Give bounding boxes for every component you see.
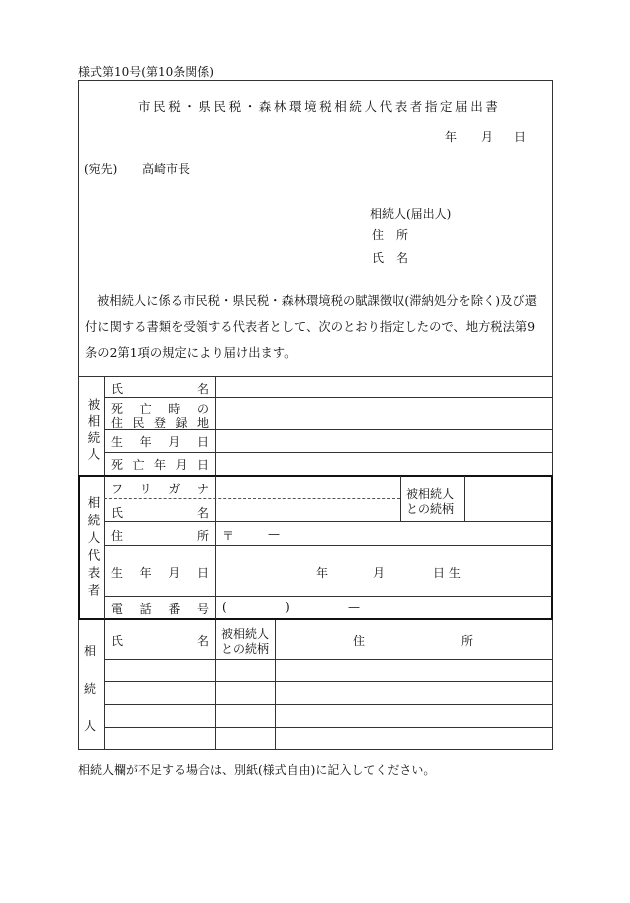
deceased-section-label: 被相続人 bbox=[86, 398, 101, 464]
representative-relation-label-2: との続柄 bbox=[406, 502, 455, 516]
filer-name-label: 氏 名 bbox=[372, 251, 409, 265]
declaration-text: 被相続人に係る市民税・県民税・森林環境税の賦課徴収(滞納処分を除く)及び還付に関する書類を受領する代表者として、次のとおり指定したので、地方税法第9条の2第1項の規定により届け出ます。 bbox=[85, 294, 537, 360]
postal-dash: — bbox=[268, 527, 280, 541]
addressee-label: (宛先) bbox=[84, 162, 118, 176]
footnote: 相続人欄が不足する場合は、別紙(様式自由)に記入してください。 bbox=[78, 763, 436, 777]
phone-close-paren: ) bbox=[285, 600, 290, 614]
heirs-address-label-2: 所 bbox=[461, 634, 474, 648]
date-day: 日 bbox=[514, 130, 527, 144]
date-year: 年 bbox=[445, 130, 458, 144]
filer-label: 相続人(届出人) bbox=[370, 207, 452, 221]
heirs-name-label: 氏 名 bbox=[111, 634, 209, 648]
form-title: 市民税・県民税・森林環境税相続人代表者指定届出書 bbox=[138, 99, 501, 114]
furigana-label: フ リ ガ ナ bbox=[111, 482, 209, 496]
representative-birth-day: 日 生 bbox=[433, 566, 461, 580]
heirs-relation-label: 被相続人 bbox=[221, 627, 270, 641]
phone-open-paren: ( bbox=[222, 600, 227, 614]
heirs-address-label-1: 住 bbox=[353, 634, 366, 648]
representative-address-label: 住 所 bbox=[111, 529, 209, 543]
heirs-section-label-3: 人 bbox=[84, 719, 97, 733]
postal-mark: 〒 bbox=[222, 529, 235, 543]
representative-name-label: 氏 名 bbox=[111, 506, 209, 520]
representative-birth-year: 年 bbox=[316, 566, 329, 580]
phone-label: 電 話 番 号 bbox=[111, 602, 209, 616]
heirs-section-label-2: 続 bbox=[84, 682, 97, 696]
deceased-domicile-label: 死 亡 時 の bbox=[111, 402, 209, 416]
deceased-domicile-label-2: 住 民 登 録 地 bbox=[111, 416, 209, 430]
representative-birth-label: 生 年 月 日 bbox=[111, 566, 209, 580]
addressee-name: 高崎市長 bbox=[142, 162, 191, 176]
representative-relation-label: 被相続人 bbox=[406, 487, 455, 501]
date-month: 月 bbox=[481, 130, 494, 144]
form-number: 様式第10号(第10条関係) bbox=[78, 65, 214, 79]
heirs-section-label-1: 相 bbox=[84, 644, 97, 658]
phone-dash: — bbox=[348, 600, 360, 614]
filer-address-label: 住 所 bbox=[372, 228, 409, 242]
deceased-birth-label: 生 年 月 日 bbox=[111, 435, 209, 449]
representative-section-label: 相続人代表者 bbox=[86, 496, 101, 601]
deceased-death-label: 死 亡 年 月 日 bbox=[111, 458, 209, 472]
heirs-relation-label-2: との続柄 bbox=[221, 642, 270, 656]
representative-birth-month: 月 bbox=[373, 566, 386, 580]
deceased-name-label: 氏 名 bbox=[111, 382, 209, 396]
